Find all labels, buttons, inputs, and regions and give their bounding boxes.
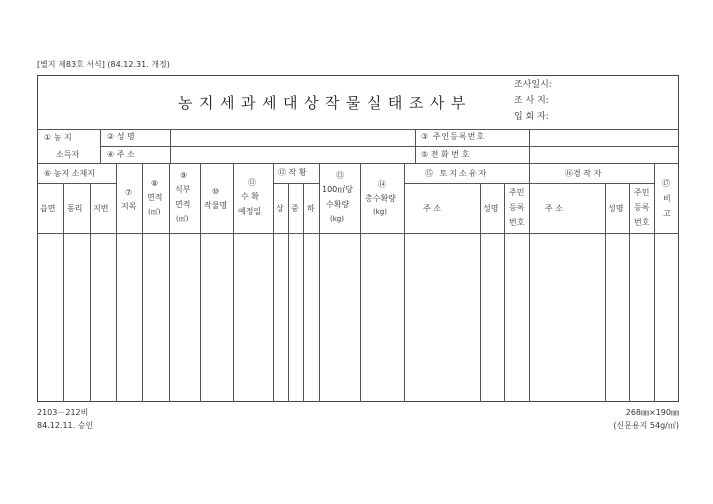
- col-total-unit: (kg): [373, 208, 387, 216]
- col-area: 면적: [147, 193, 163, 202]
- col-harvest-num: ⑪: [248, 178, 256, 187]
- col-cult-reg-1: 주민: [634, 188, 650, 197]
- owner-address-label: ④ 주 소: [107, 150, 135, 159]
- survey-place-label: 조 사 지:: [514, 96, 549, 106]
- approval-date: 84.12.11. 승인: [37, 421, 94, 430]
- grid-line: [504, 183, 505, 402]
- grid-line: [273, 183, 319, 184]
- grid-line: [319, 163, 320, 402]
- grid-line: [37, 129, 679, 130]
- grid-line: [169, 163, 170, 402]
- paper-size: 268㎜×190㎜: [625, 408, 679, 417]
- survey-witness-label: 입 회 자:: [514, 112, 549, 122]
- grid-line: [605, 183, 606, 402]
- grid-line: [37, 163, 679, 164]
- col-cult-name: 성명: [608, 204, 624, 213]
- grid-line: [360, 163, 361, 402]
- grid-line: [273, 163, 274, 402]
- col-dongri: 동리: [67, 204, 83, 213]
- col-jimok-num: ⑦: [125, 188, 133, 197]
- col-planted-1: 식부: [175, 185, 191, 194]
- cultivator-header: ⑯경 작 자: [565, 169, 602, 178]
- col-yield-unit: (kg): [330, 215, 344, 223]
- grid-line: [37, 233, 679, 234]
- grid-line: [170, 129, 171, 163]
- grid-line: [63, 183, 64, 402]
- grid-line: [288, 183, 289, 402]
- col-cond-mid: 중: [291, 204, 299, 213]
- land-owner-header: ⑮ 토지소유자: [425, 169, 489, 178]
- grid-line: [100, 146, 679, 147]
- grid-line: [529, 129, 530, 163]
- grid-line: [303, 183, 304, 402]
- grid-line: [480, 183, 481, 402]
- col-remarks-2: 고: [663, 209, 671, 218]
- owner-id-label: ③ 주인등록번호: [421, 132, 486, 141]
- grid-line: [37, 183, 116, 184]
- paper-type: (신문용지 54g/㎡): [613, 421, 679, 430]
- form-header-note: [별지 제83호 서식] (84.12.31. 개정): [37, 60, 170, 69]
- col-harvest-1: 수 확: [241, 192, 259, 201]
- col-condition: ⑫ 작 황: [278, 168, 307, 177]
- grid-line: [529, 163, 530, 402]
- grid-line: [100, 129, 101, 163]
- col-total: 총수확량: [365, 194, 396, 203]
- col-cult-reg-3: 번호: [634, 218, 650, 227]
- col-owner-address: 주 소: [423, 204, 441, 213]
- grid-line: [90, 183, 91, 402]
- col-remarks-num: ⑰: [662, 179, 670, 188]
- col-owner-name: 성명: [483, 204, 499, 213]
- col-planted-unit: (㎡): [176, 215, 189, 223]
- col-cond-high: 상: [276, 204, 284, 213]
- col-crop: 작물명: [204, 201, 228, 210]
- col-planted-2: 면적: [175, 200, 191, 209]
- col-jibeon: 지번: [93, 204, 109, 213]
- col-planted-num: ⑨: [180, 171, 188, 180]
- col-cond-low: 하: [307, 204, 315, 213]
- col-area-num: ⑧: [151, 179, 159, 188]
- farmland-location-header: ⑥ 농지 소재지: [44, 169, 95, 178]
- col-remarks-1: 비: [663, 194, 671, 203]
- col-cult-reg-2: 등록: [634, 203, 650, 212]
- survey-form-frame: [37, 75, 679, 402]
- col-owner-reg-2: 등록: [509, 203, 525, 212]
- grid-line: [116, 163, 117, 402]
- col-jimok: 지목: [121, 202, 137, 211]
- col-yield-2: 수확량: [326, 200, 350, 209]
- col-area-unit: (㎡): [148, 208, 161, 216]
- grid-line: [233, 163, 234, 402]
- col-owner-reg-3: 번호: [509, 218, 525, 227]
- form-code: 2103－212비: [37, 408, 89, 417]
- grid-line: [404, 163, 405, 402]
- col-yield-num: ⑬: [336, 171, 344, 180]
- form-title: 농지세과세대상작물실태조사부: [178, 94, 472, 112]
- grid-line: [629, 183, 630, 402]
- col-crop-num: ⑩: [212, 187, 220, 196]
- survey-date-label: 조사일시:: [514, 80, 552, 90]
- owner-phone-label: ⑤ 전 화 번 호: [421, 150, 470, 159]
- col-total-num: ⑭: [378, 180, 386, 189]
- farmland-label: ① 농 지: [44, 133, 72, 142]
- grid-line: [415, 129, 416, 163]
- owner-name-label: ② 성 명: [107, 132, 135, 141]
- col-cult-address: 주 소: [545, 204, 563, 213]
- col-yield-1: 100㎡당: [322, 185, 353, 194]
- col-harvest-2: 예정일: [238, 207, 262, 216]
- grid-line: [142, 163, 143, 402]
- income-earner-label: 소득자: [56, 150, 80, 159]
- col-eupmyeon: 읍면: [40, 204, 56, 213]
- col-owner-reg-1: 주민: [509, 188, 525, 197]
- grid-line: [654, 163, 655, 402]
- grid-line: [200, 163, 201, 402]
